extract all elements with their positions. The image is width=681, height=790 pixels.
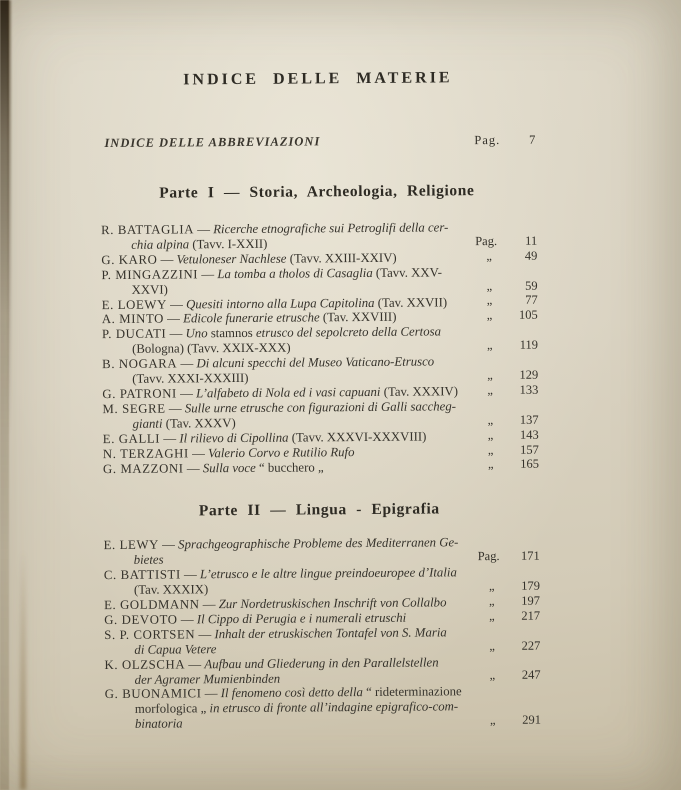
text-segment-roman: (Tavv. I-XXII) [192, 236, 268, 252]
text-segment-roman: — [199, 597, 219, 612]
text-segment-italic: etrusco del sepolcreto della Certosa [255, 324, 442, 341]
page-number: 157 [520, 442, 539, 457]
text-segment-author: K. OLZSCHA [104, 657, 186, 672]
entry-line [105, 714, 541, 732]
page-word: „ [488, 579, 495, 594]
page-number: 133 [519, 382, 539, 397]
toc-entry [105, 684, 541, 732]
text-segment-roman: — [163, 311, 184, 327]
page-word: „ [486, 338, 493, 353]
page-number: 49 [524, 248, 538, 263]
page-word: „ [487, 367, 493, 383]
text-segment-roman: — [157, 252, 177, 267]
toc-entry [102, 399, 538, 432]
text-segment-italic: binatoria [134, 716, 183, 732]
text-segment-roman: (Bologna) (Tavv. XXIX-XXX) [131, 340, 291, 357]
text-segment-italic: Uno [185, 326, 211, 341]
text-segment-roman: (Tavv. XXXI-XXXIII) [132, 370, 249, 386]
entry-lines [104, 565, 540, 598]
text-segment-author: C. BATTISTI [103, 567, 181, 583]
text-segment-roman: — [166, 296, 187, 312]
page-number: 11 [525, 233, 538, 248]
toc-entry [103, 458, 539, 476]
page-number: 171 [520, 548, 540, 564]
entry-page-col [476, 338, 538, 353]
text-segment-author: G. DEVOTO [104, 612, 178, 627]
text-segment-italic: in etrusco di fronte all’indagine epigrafico-com- [209, 699, 459, 716]
text-segment-italic: Aufbau und Gliederung in den Parallelstellen [204, 655, 439, 671]
toc-entry [104, 535, 540, 568]
page-word: Pag. [474, 132, 501, 148]
text-segment-italic: Il rilievo di Cipollina [179, 430, 292, 446]
entry-lines [104, 535, 540, 568]
text-segment-italic: Ricerche etnografiche sui Petroglifi della cer- [213, 220, 449, 237]
sections-container [1, 181, 681, 734]
page-word: „ [486, 248, 492, 263]
text-segment-italic: Il Cippo di Perugia e i numerali etruschi [196, 610, 407, 627]
text-segment-roman: — [193, 222, 214, 237]
toc-entry [104, 624, 540, 657]
entry-page-col [476, 383, 538, 398]
entry-page-col [475, 233, 537, 248]
text-segment-roman: — [195, 627, 215, 642]
text-segment-italic: Edicole funerarie etrusche [183, 310, 323, 326]
text-segment-italic: Sulla voce [202, 460, 260, 475]
entry-page-col [478, 594, 540, 609]
text-segment-italic: L’etrusco e le altre lingue preindoeuropee d’Italia [199, 565, 457, 582]
toc-section [1, 181, 681, 478]
entry-page-col [476, 293, 538, 308]
abbreviations-page-col [474, 133, 536, 148]
text-segment-roman: morfologica „ [134, 701, 210, 717]
page-number: 59 [524, 278, 538, 293]
entry-page-col [477, 427, 539, 442]
text-segment-author: P. DUCATI [101, 326, 167, 342]
text-segment-author: R. BATTAGLIA [101, 222, 195, 238]
text-segment-author: M. SEGRE [102, 401, 166, 416]
text-segment-author: S. P. CORTSEN [104, 627, 196, 642]
page-number: 179 [521, 578, 540, 593]
text-segment-roman: XXVI) [131, 282, 168, 297]
page-number: 217 [521, 608, 541, 623]
text-segment-author: E. GOLDMANN [103, 597, 200, 613]
abbreviations-row [104, 133, 536, 152]
page-number: 227 [521, 638, 541, 653]
text-segment-author: E. GALLI [102, 431, 161, 446]
text-segment-roman: — [166, 326, 186, 341]
page-edge-line [8, 0, 11, 435]
section-heading: Parte I — Storia, Archeologia, Religione [159, 182, 475, 202]
entries-list [104, 535, 542, 732]
text-segment-author: E. LOEWY [101, 297, 167, 312]
toc-entry [101, 264, 537, 297]
text-segment-roman: — [198, 266, 218, 282]
entry-page-col [478, 638, 540, 653]
text-segment-roman: “ rideterminazione [366, 684, 462, 700]
page-number: 197 [521, 593, 541, 608]
page-number: 247 [521, 668, 541, 683]
page-number: 77 [525, 293, 538, 308]
entry-page-col [477, 412, 539, 427]
text-segment-italic: Vetuloneser Nachlese [176, 251, 290, 267]
text-segment-italic: bietes [133, 552, 164, 568]
toc-entry [102, 354, 538, 387]
page-word: „ [486, 308, 493, 323]
text-segment-roman: — [201, 686, 221, 701]
text-segment-roman: stamnos [210, 326, 257, 341]
entry-lines [101, 220, 537, 253]
text-segment-roman: — [180, 567, 201, 582]
entry-page-col [479, 713, 541, 728]
page-word: „ [486, 278, 493, 293]
page-number: 137 [519, 412, 539, 427]
text-segment-roman: — [185, 656, 205, 672]
entry-page-col [476, 308, 538, 323]
text-segment-italic: der Agramer Mumienbinden [134, 671, 281, 687]
entry-page-col [477, 457, 539, 472]
page-word: „ [489, 668, 496, 683]
text-segment-italic: Sulle urne etrusche con figurazioni di Galli saccheg- [184, 399, 457, 416]
toc-entry [102, 324, 538, 357]
page-number: 143 [519, 427, 539, 442]
text-segment-roman: — [158, 537, 179, 553]
page-number: 129 [519, 367, 539, 382]
entry-lines [102, 354, 538, 387]
entry-page-col [479, 668, 541, 683]
page-word: „ [489, 638, 495, 653]
text-segment-author: G. MAZZONI [102, 460, 184, 476]
page-word: „ [489, 713, 496, 728]
text-segment-roman: (Tav. XXVIII) [322, 310, 397, 325]
text-segment-roman: (Tav. XXXIV) [383, 384, 459, 399]
entry-page-col [478, 608, 540, 623]
entry-lines [105, 684, 541, 732]
page-word: Pag. [477, 549, 500, 564]
entry-page-col [476, 368, 538, 383]
page-word: „ [487, 412, 494, 427]
text-segment-italic: La tomba a tholos di Casaglia [217, 265, 376, 281]
page-word: „ [487, 457, 494, 472]
page-number: 291 [522, 712, 542, 727]
entry-lines [101, 264, 537, 297]
text-segment-author: B. NOGARA [102, 356, 178, 372]
text-segment-roman: — [188, 445, 209, 460]
text-segment-roman: — [160, 431, 180, 446]
text-segment-roman: — [176, 386, 197, 401]
toc-entry [101, 220, 537, 253]
page-word: „ [487, 427, 494, 442]
page-number: 165 [520, 457, 540, 472]
entry-page-col [477, 442, 539, 457]
text-segment-italic: chia alpina [131, 237, 193, 252]
text-segment-author: G. BUONAMICI [104, 686, 202, 702]
toc-entry [104, 654, 540, 687]
text-segment-roman: (Tavv. XXIII-XXIV) [289, 250, 397, 266]
page-number: 7 [529, 132, 537, 147]
section-heading: Parte II — Lingua - Epigrafia [198, 500, 440, 520]
entry-lines [104, 654, 540, 687]
entry-lines [104, 624, 540, 657]
abbreviations-label: INDICE DELLE ABBREVIAZIONI [104, 134, 321, 151]
text-segment-italic: Inhalt der etruskischen Tontafel von S. Maria [214, 625, 447, 642]
text-segment-roman: (Tav. XXXV) [165, 415, 236, 431]
page-word: „ [487, 382, 493, 397]
text-segment-roman: (Tav. XXVII) [377, 294, 448, 310]
entry-lines [102, 324, 538, 357]
text-segment-author: G. KARO [101, 252, 158, 267]
entry-page-col [475, 278, 537, 293]
text-segment-roman: — [165, 401, 185, 416]
text-segment-italic: gianti [132, 416, 166, 431]
text-segment-author: G. PATRONI [102, 386, 177, 402]
entry-page-col [478, 579, 540, 594]
text-segment-author: N. TERZAGHI [102, 445, 189, 461]
text-segment-italic: Quesiti intorno alla Lupa Capitolina [186, 295, 378, 311]
page-word: „ [488, 593, 495, 608]
entry-page-col [478, 549, 540, 564]
text-segment-author: E. LEWY [103, 538, 160, 553]
text-segment-roman: — [177, 356, 197, 371]
text-segment-roman: “ bucchero „ [258, 459, 324, 475]
text-segment-author: A. MINTO [101, 312, 165, 327]
page-word: Pag. [475, 233, 498, 248]
text-segment-roman: — [177, 612, 197, 627]
page-word: „ [487, 442, 494, 457]
page-number: 119 [519, 337, 539, 352]
entry-lines [102, 399, 538, 432]
page-number: 105 [518, 307, 538, 323]
text-segment-roman: (Tavv. XXXVI-XXXVIII) [291, 429, 427, 445]
entry-line [103, 458, 539, 476]
text-segment-italic: L’alfabeto di Nola ed i vasi capuani [196, 384, 384, 401]
page-word: „ [489, 608, 495, 623]
text-segment-roman: — [183, 460, 203, 475]
entries-list [101, 220, 539, 477]
text-segment-author: P. MINGAZZINI [101, 267, 199, 282]
text-segment-italic: Valerio Corvo e Rutilio Rufo [207, 444, 355, 460]
text-segment-italic: Sprachgeographische Probleme des Mediterranen Ge- [178, 535, 459, 552]
toc-section [3, 499, 681, 733]
page-title: INDICE DELLE MATERIE [183, 69, 453, 89]
page-crease [20, 550, 26, 790]
text-segment-roman: (Tavv. XXV- [375, 265, 442, 280]
text-segment-roman: (Tav. XXXIX) [133, 582, 209, 597]
entry-page-col [475, 248, 537, 263]
entry-lines [103, 458, 539, 476]
text-segment-italic: Di alcuni specchi del Museo Vaticano-Etrusco [196, 354, 435, 371]
text-segment-italic: Zur Nordetruskischen Inschrift von Collalbo [218, 595, 447, 612]
text-segment-italic: Il fenomeno così detto della [220, 685, 367, 701]
toc-entry [104, 565, 540, 598]
text-segment-italic: di Capua Vetere [134, 641, 217, 657]
page-word: „ [486, 293, 493, 308]
